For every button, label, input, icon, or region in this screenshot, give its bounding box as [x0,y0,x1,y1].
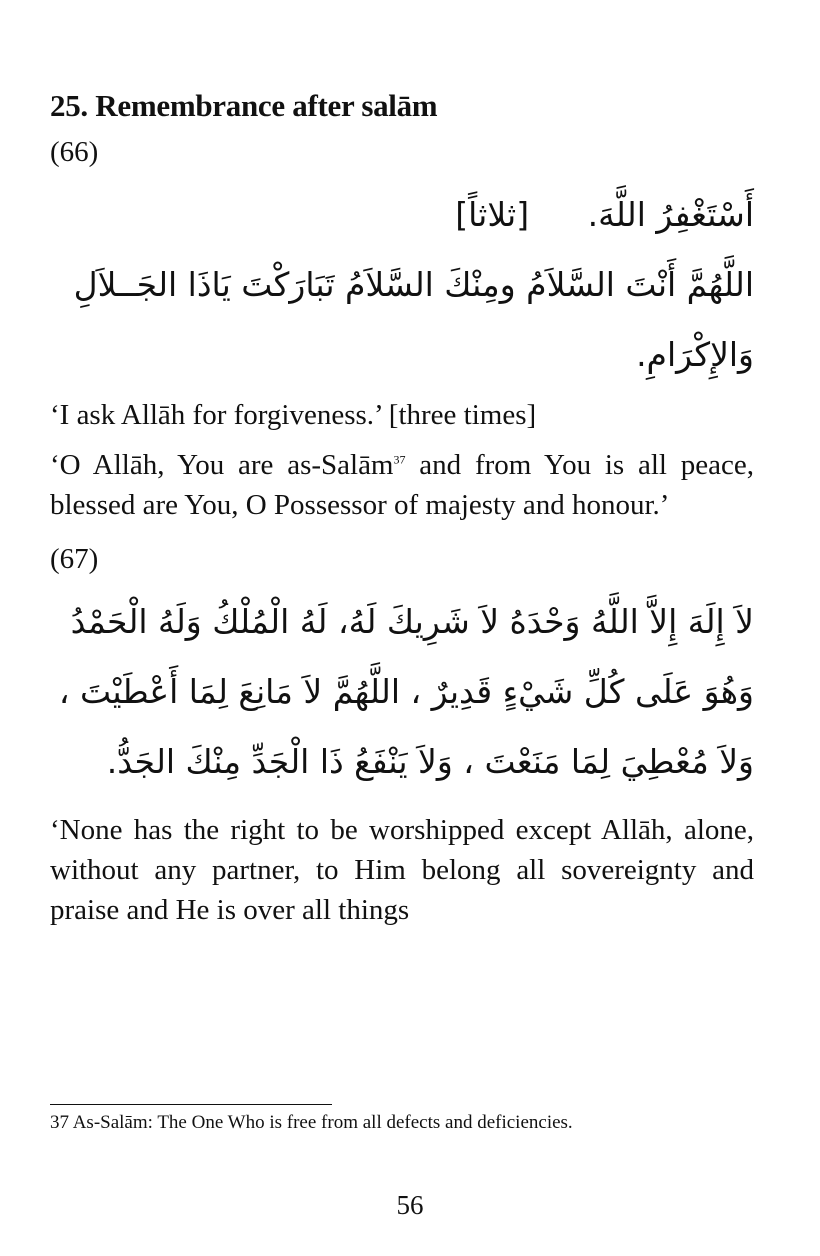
translation-text: ‘O Allāh, You are as-Salām [50,449,394,481]
arabic-text: أَسْتَغْفِرُ اللَّهَ. [587,195,754,234]
section-title: 25. Remembrance after salām [50,88,438,123]
page-number: 56 [396,1190,424,1220]
arabic-line [50,185,754,245]
arabic-line: وَهُوَ عَلَى كُلِّ شَيْءٍ قَدِيرٌ ، اللَّهُمَّ لاَ مَانِعَ لِمَا أَعْطَيْتَ ، [58,672,754,711]
arabic-repetition-note: [ثلاثاً] [455,195,530,234]
page-content [50,88,754,930]
arabic-line: وَلاَ مُعْطِيَ لِمَا مَنَعْتَ ، وَلاَ يَنْفَعُ ذَا الْجَدِّ مِنْكَ الجَدُّ. [106,742,754,781]
arabic-line: لاَ إِلَهَ إِلاَّ اللَّهُ وَحْدَهُ لاَ شَرِيكَ لَهُ، لَهُ الْمُلْكُ وَلَهُ الْحَمْدُ [70,602,754,641]
translation [50,445,754,525]
footnote-marker: 37 [393,452,406,467]
arabic-line: وَالإِكْرَامِ. [636,335,754,374]
footnote: 37 As-Salām: The One Who is free from all defects and deficiencies. [50,1112,573,1133]
entry-number: (67) [50,543,99,575]
translation: ‘None has the right to be worshipped except Allāh, alone, without any partner, to Him belong all sovereignty and praise and He is over all things [50,814,754,926]
translation: ‘I ask Allāh for forgiveness.’ [three times] [50,399,537,431]
entry-66 [50,136,754,525]
entry-67 [50,543,754,930]
footnote-divider [50,1104,332,1105]
entry-number: (66) [50,136,99,168]
arabic-line: اللَّهُمَّ أَنْتَ السَّلاَمُ ومِنْكَ السَّلاَمُ تَبَارَكْتَ يَاذَا الجَــلاَلِ [73,265,754,304]
translation-text: and from You is all peace, blessed are You, O Possessor of majesty and honour.’ [50,449,754,521]
